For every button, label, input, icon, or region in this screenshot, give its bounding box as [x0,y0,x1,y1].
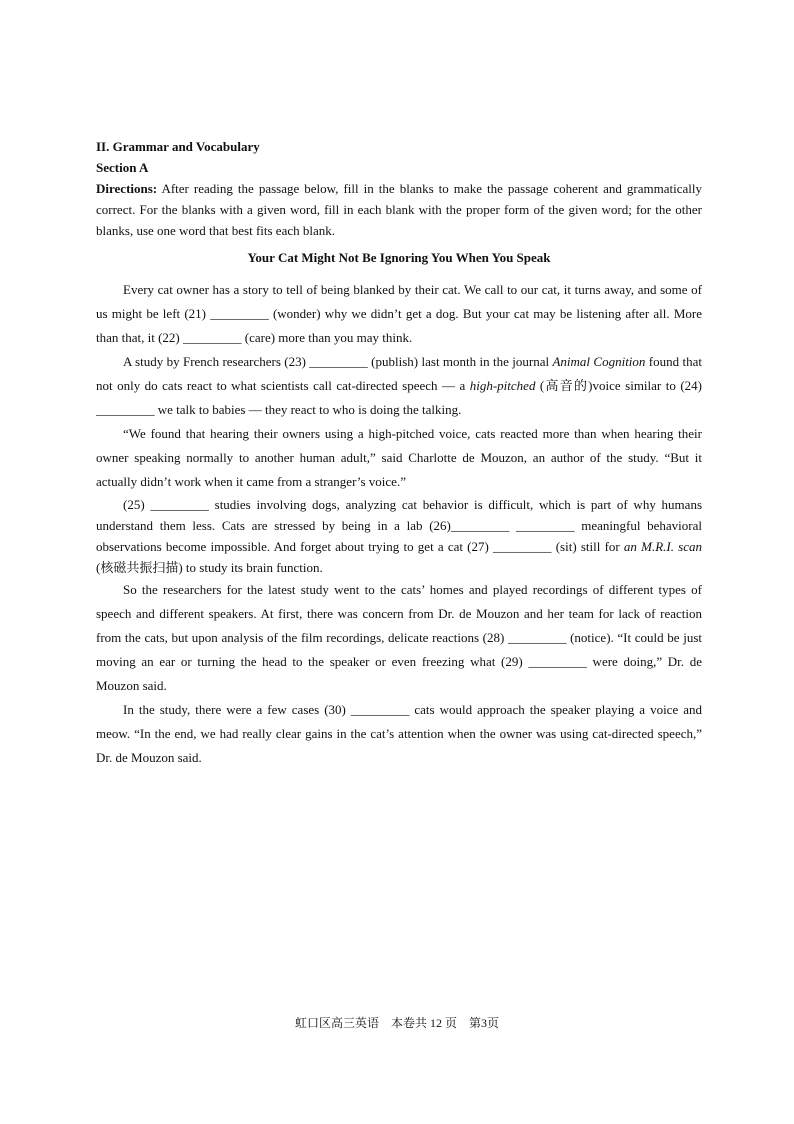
paragraph-5: So the researchers for the latest study went to the cats’ homes and played recordings of different types of speech and different speakers. At first, there was concern from Dr. de Mouzon and her team for lack of reaction from the cats, but upon analysis of the film recordings, delicate reactions (28) _________ (notice). “It could be just moving an ear or turning the head to the speaker or even freezing what (29) _________ were doing,” Dr. de Mouzon said. [96,582,702,693]
paragraph-4-part-a: (25) _________ studies involving dogs, analyzing cat behavior is difficult, which is part of why humans understand them less. Cats are stressed by being in a lab (26)_________ _________ meaningful behavioral observations become impossible. And forget about trying to get a cat (27) _________ (sit) still for [96,497,702,554]
footer-total-pages: 本卷共 12 页 [390,1016,457,1030]
directions-label: Directions: [96,181,158,196]
paragraph-4 [96,494,702,578]
paragraph-3: “We found that hearing their owners using a high-pitched voice, cats reacted more than when hearing their owner speaking normally to another human adult,” said Charlotte de Mouzon, an author of the study. “But it actually didn’t work when it came from a stranger’s voice.” [96,426,702,489]
paragraph-2-part-b: found that not only do cats react to what scientists call cat-directed speech — a [96,354,702,393]
passage-title: Your Cat Might Not Be Ignoring You When You Speak [247,250,551,265]
paragraph-1: Every cat owner has a story to tell of being blanked by their cat. We call to our cat, it turns away, and some of us might be left (21) _________ (wonder) why we didn’t get a dog. But your cat may be listening after all. More than that, it (22) _________ (care) more than you may think. [96,282,702,345]
term-high-pitched: high-pitched [469,378,536,393]
directions [96,178,702,241]
gloss-mri-scan: (核磁共振扫描) [96,560,183,575]
page-footer [0,1014,794,1031]
journal-name: Animal Cognition [552,354,646,369]
paragraph-6: In the study, there were a few cases (30) _________ cats would approach the speaker playing a voice and meow. “In the end, we had really clear gains in the cat’s attention when the owner was using cat-directed speech,” Dr. de Mouzon said. [96,702,702,765]
paragraph-2-part-a: A study by French researchers (23) _________ (publish) last month in the journal [123,354,553,369]
footer-page-number: 第3页 [469,1016,500,1030]
term-mri-scan: an M.R.I. scan [623,539,702,554]
paragraph-2-part-c: voice similar to (24) _________ we talk to babies — they react to who is doing the talking. [96,378,702,417]
exam-page [96,136,702,770]
section-title: II. Grammar and Vocabulary [96,139,260,154]
footer-district: 虹口区高三英语 [294,1016,379,1030]
section-subtitle: Section A [96,160,149,175]
directions-text: After reading the passage below, fill in the blanks to make the passage coherent and grammatically correct. For the blanks with a given word, fill in each blank with the proper form of the given word; for the other blanks, use one word that best fits each blank. [96,181,702,238]
paragraph-2 [96,350,702,422]
gloss-high-pitched: (高音的) [535,378,593,393]
paragraph-4-part-b: to study its brain function. [182,560,323,575]
